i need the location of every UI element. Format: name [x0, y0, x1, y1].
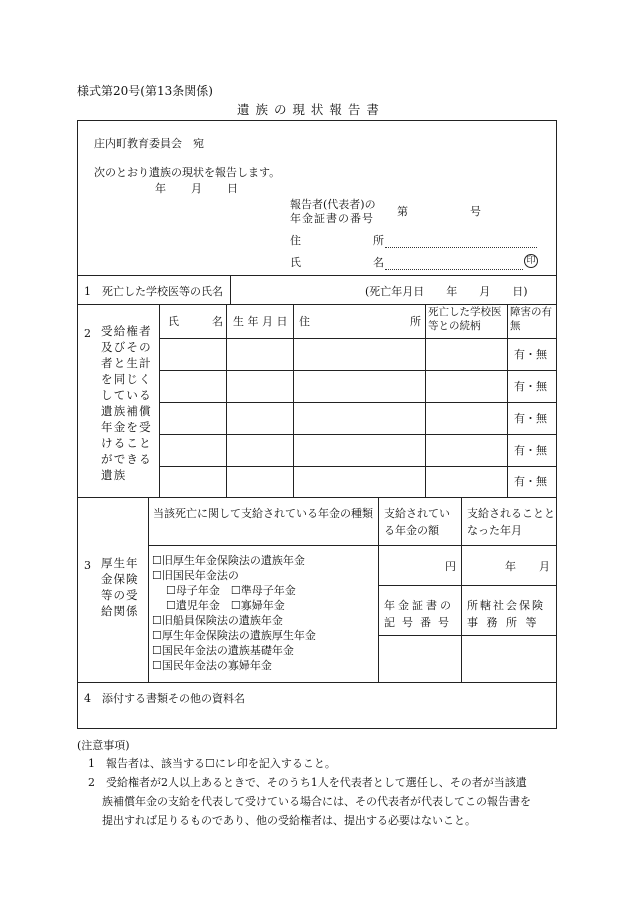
address-label-1: 住 — [290, 234, 301, 247]
rule-sec3-mid-2 — [378, 635, 556, 636]
sec2-label: 受給権者及びその者と生計を同じくしている遺族補償年金を受けることができる遺族 — [101, 324, 152, 482]
address-label-2: 所 — [373, 234, 384, 247]
rule-sec3-label-div — [148, 497, 149, 682]
rule-sec1-top — [77, 275, 556, 276]
name-label-1: 氏 — [290, 256, 301, 269]
col-header-pension-type: 当該死亡に関して支給されている年金の種類 — [153, 507, 373, 520]
pension-option-3[interactable]: ☐母子年金 ☐準母子年金 — [166, 584, 296, 597]
date-day: 日 — [227, 182, 238, 195]
rule-row-1 — [159, 338, 556, 339]
col-header-start: 支給されることとなった年月 — [467, 507, 555, 537]
rule-sec4-top — [77, 682, 556, 683]
intro-text: 次のとおり遺族の現状を報告します。 — [94, 166, 281, 179]
pension-option-6[interactable]: ☐厚生年金保険法の遺族厚生年金 — [152, 629, 316, 642]
col-header-name-1: 氏 — [168, 315, 179, 328]
sec3-label: 厚生年金保険等の受給関係 — [101, 556, 139, 618]
rule-sec3-header-bottom — [148, 545, 556, 546]
reporter-no-suffix: 号 — [470, 205, 481, 218]
pension-option-4[interactable]: ☐遺児年金 ☐寡婦年金 — [166, 599, 285, 612]
pension-option-5[interactable]: ☐旧船員保険法の遺族年金 — [152, 614, 283, 627]
office-label-1: 所轄社会保険 — [467, 599, 545, 612]
row-5-disability: 有・無 — [514, 475, 547, 488]
note-2-line-2: 族補償年金の支給を代表して受けている場合には、その代表者が代表してこの報告書を — [102, 795, 531, 808]
note-1: 1 報告者は、該当する☐にレ印を記入すること。 — [88, 757, 336, 770]
cert-label-1: 年金証書の — [384, 599, 454, 612]
rule-sec3-mid-1 — [378, 585, 556, 586]
col-header-amount: 支給されている年金の額 — [384, 507, 450, 537]
rule-row-2 — [159, 370, 556, 371]
col-header-name-2: 名 — [212, 315, 223, 328]
col-header-dob: 生 年 月 日 — [233, 315, 288, 328]
col-header-relation: 死亡した学校医等との続柄 — [428, 306, 502, 332]
date-year: 年 — [155, 182, 166, 195]
rule-row-3 — [159, 402, 556, 403]
row-3-disability: 有・無 — [514, 412, 547, 425]
sec1-label: 1 死亡した学校医等の氏名 — [84, 285, 223, 298]
date-month: 月 — [191, 182, 202, 195]
start-month: 月 — [539, 560, 550, 573]
reporter-label-2: 年金証書の番号 — [290, 212, 374, 225]
start-year: 年 — [505, 560, 516, 573]
reporter-label-1: 報告者(代表者)の — [290, 198, 376, 211]
col-header-disability: 障害の有 無 — [510, 306, 563, 332]
rule-col-relation — [425, 304, 426, 497]
death-date: (死亡年月日 年 月 日) — [365, 285, 528, 298]
rule-sec3-col-start — [461, 497, 462, 682]
addressee: 庄内町教育委員会 宛 — [94, 137, 204, 150]
pension-option-8[interactable]: ☐国民年金法の寡婦年金 — [152, 659, 272, 672]
pension-option-2[interactable]: ☐旧国民年金法の — [152, 569, 239, 582]
sec3-number: 3 — [84, 559, 91, 572]
cert-label-2: 記号番号 — [384, 616, 456, 629]
row-2-disability: 有・無 — [514, 380, 547, 393]
col-header-address-1: 住 — [299, 315, 310, 328]
notes-heading: (注意事項) — [77, 739, 130, 752]
name-line — [385, 269, 523, 270]
rule-sec1-div — [230, 275, 231, 304]
rule-row-5 — [159, 466, 556, 467]
row-4-disability: 有・無 — [514, 444, 547, 457]
address-line — [385, 247, 537, 248]
rule-col-address — [293, 304, 294, 497]
note-2-line-3: 提出すれば足りるものであり、他の受給権者は、提出する必要はないこと。 — [102, 814, 476, 827]
pension-option-1[interactable]: ☐旧厚生年金保険法の遺族年金 — [152, 554, 305, 567]
form-label: 様式第20号(第13条関係) — [77, 84, 213, 98]
page-title: 遺 族 の 現 状 報 告 書 — [237, 102, 380, 117]
sec2-number: 2 — [84, 327, 91, 340]
rule-sec2-label-div — [159, 304, 160, 497]
amount-yen: 円 — [445, 560, 456, 573]
sec4-label: 4 添付する書類その他の資料名 — [84, 692, 245, 705]
col-header-address-2: 所 — [410, 315, 421, 328]
reporter-no-prefix: 第 — [397, 205, 408, 218]
rule-col-disability — [507, 304, 508, 497]
row-1-disability: 有・無 — [514, 348, 547, 361]
rule-col-dob — [226, 304, 227, 497]
name-label-2: 名 — [373, 256, 384, 269]
note-2-line-1: 2 受給権者が2人以上あるときで、そのうち1人を代表者として選任し、その者が当該遺 — [88, 776, 527, 789]
seal-mark: 印 — [524, 254, 538, 268]
rule-sec3-col-amount — [378, 497, 379, 682]
pension-option-7[interactable]: ☐国民年金法の遺族基礎年金 — [152, 644, 294, 657]
rule-row-4 — [159, 434, 556, 435]
office-label-2: 事務所等 — [467, 616, 545, 629]
